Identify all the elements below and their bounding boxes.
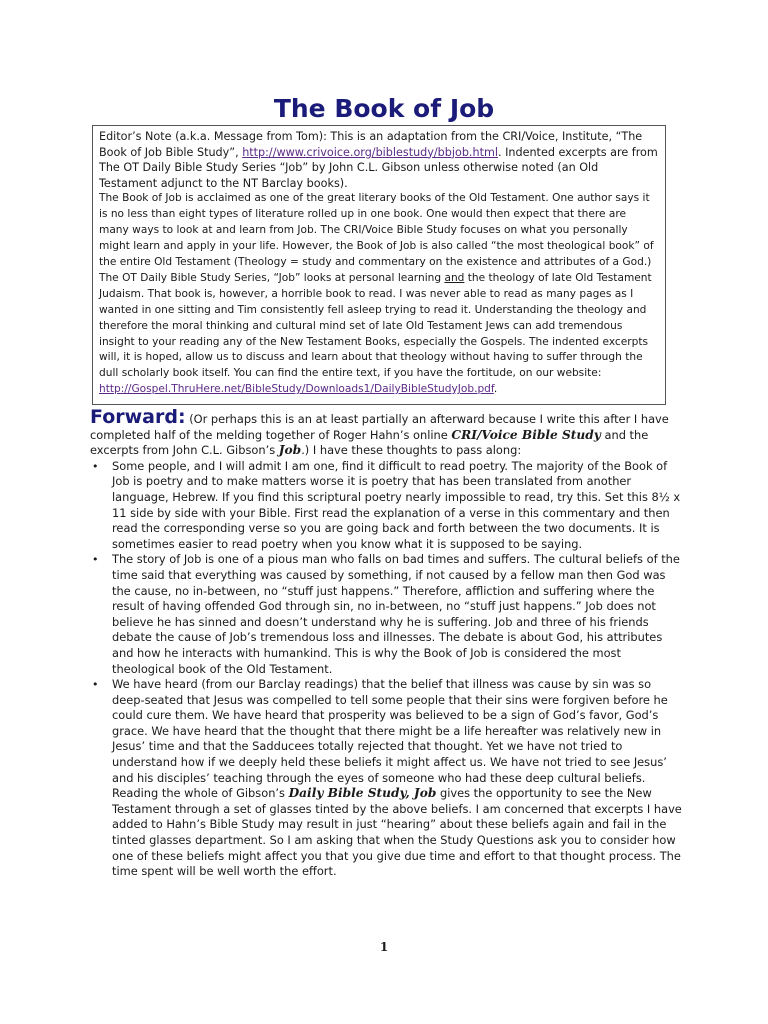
bullet-text: The story of Job is one of a pious man who falls on bad times and suffers. The cultural beliefs of the time said that everything was caused by something, if not caused by a fellow man then God was the cause, no in-between, no “stuff just happens.” Therefore, affliction and suffering where the result of having offended God through sin, no in-between, no “stuff just happens.” Job does not believe he has sinned and doesn’t understand why he is suffering. Job and three of his friends debate the cause of Job’s tremendous loss and illnesses. The debate is about God, his attributes and how he interacts with humankind. This is why the Book of Job is considered the most theological book of the Old Testament. <box>112 552 680 676</box>
closing-text-2: gives the opportunity to see the New Testament through a set of glasses tinted by the above beliefs. I am concerned that excerpts I have added to Hahn’s Bible Study may result in just “hearing” about these beliefs again and fail in the tinted glasses department. So I am asking that when the Study Questions ask you to consider how one of these beliefs might affect you that you give due time and effort to that thought process. The time spent will be well worth the effort. <box>112 786 682 879</box>
editors-note-intro-text-2: . Indented excerpts are from The OT Daily Bible Study Series “Job” by John C.L. Gibson unless otherwise noted (an Old Testament adjunct to the NT Barclay books). <box>99 145 658 190</box>
bullet-text: Some people, and I will admit I am one, find it difficult to read poetry. The majority of the Book of Job is poetry and to make matters worse it is poetry that has been translated from another language, Hebrew. If you find this scriptural poetry nearly impossible to read, try this. Set this 8½ x 11 side by side with your Bible. First read the explanation of a verse in this commentary and then read the corresponding verse so you are going back and forth between the two documents. It is sometimes easier to read poetry when you know what it is supposed to be saying. <box>112 458 681 551</box>
forward-intro-text-2: and the excerpts from John C.L. Gibson’s <box>90 427 649 458</box>
underlined-and: and <box>444 271 465 284</box>
pdf-download-link[interactable]: http://Gospel.ThruHere.net/BibleStudy/Downloads1/DailyBibleStudyJob.pdf <box>99 383 494 396</box>
closing-paragraph <box>90 786 684 880</box>
list-item <box>90 677 684 786</box>
bullet-text: We have heard (from our Barclay readings) that the belief that illness was cause by sin was so deep-seated that Jesus was compelled to tell some people that their sins were forgiven before he could cure them. We have heard that prosperity was believed to be a sign of God’s favor, God’s grace. We have heard that the thought that there might be a life hereafter was relatively new in Jesus’ time and that the Sadducees totally rejected that thought. Yet we have not tried to understand how if we deeply held these beliefs it might affect us. We have not tried to see Jesus’ and his disciples’ teaching through the eyes of someone who had these deep cultural beliefs. <box>112 677 668 785</box>
closing-text: Reading the whole of Gibson’s <box>112 786 289 801</box>
page-number: 1 <box>379 940 389 954</box>
crivoice-link[interactable]: http://www.crivoice.org/biblestudy/bbjob.html <box>242 145 498 159</box>
forward-section <box>90 406 684 880</box>
editors-note-body <box>99 191 659 382</box>
forward-intro-text-3: .) I have these thoughts to pass along: <box>301 443 522 458</box>
forward-intro <box>90 406 684 459</box>
forward-bullet-list <box>90 459 684 786</box>
document-title: The Book of Job <box>273 94 495 123</box>
bullet-icon: • <box>92 459 99 473</box>
link-period: . <box>493 383 498 396</box>
bullet-icon: • <box>92 553 99 567</box>
editors-note-box <box>92 125 666 405</box>
forward-intro-text: (Or perhaps this is an at least partially an afterward because I write this after I have completed half of the melding together of Roger Hahn’s online <box>90 412 669 442</box>
editors-note-body-text-2: the theology of late Old Testament Judaism. That book is, however, a horrible book to read. I was never able to read as many pages as I wanted in one sitting and Tim consistently fell asleep trying to read it. Understanding the theology and therefore the moral thinking and cultural mind set of late Old Testament Jews can add tremendous insight to your reading any of the New Testament Books, especially the Gospels. The indented excerpts will, it is hoped, allow us to discuss and learn about that theology without having to suffer through the dull scholarly book itself. You can find the entire text, if you have the fortitude, on our website: <box>99 271 652 380</box>
editors-note-link-line <box>99 382 659 398</box>
forward-heading: Forward: <box>90 406 186 428</box>
bullet-icon: • <box>92 678 99 692</box>
list-item <box>90 459 684 553</box>
job-title: Job <box>278 443 302 458</box>
cri-study-title: CRI/Voice Bible Study <box>451 427 601 442</box>
editors-note-intro-text: Editor’s Note (a.k.a. Message from Tom): This is an adaptation from the CRI/Voice, Institute, “The Book of Job Bible Study”, <box>99 130 643 159</box>
daily-bible-study-title: Daily Bible Study, Job <box>288 786 437 801</box>
editors-note-intro <box>99 129 659 191</box>
editors-note-body-text: The Book of Job is acclaimed as one of the great literary books of the Old Testament. One author says it is no less than eight types of literature rolled up in one book. One would then expect that there are many ways to look at and learn from Job. The CRI/Voice Bible Study focuses on what you personally might learn and apply in your life. However, the Book of Job is also called “the most theological book” of the entire Old Testament (Theology = study and commentary on the existence and attributes of a God.) The OT Daily Bible Study Series, “Job” looks at personal learning <box>99 192 654 284</box>
list-item <box>90 552 684 677</box>
